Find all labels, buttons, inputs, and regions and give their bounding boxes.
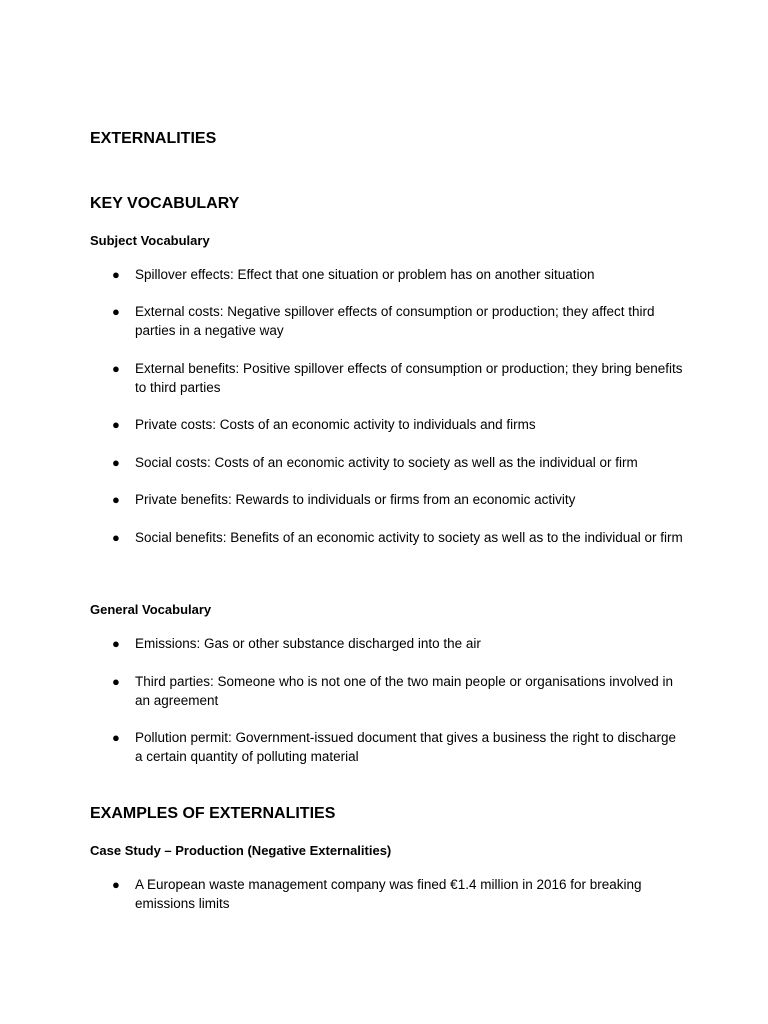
list-item-text: A European waste management company was fined €1.4 million in 2016 for breaking emissions limits: [135, 877, 642, 911]
list-item-text: Emissions: Gas or other substance discharged into the air: [135, 636, 481, 651]
list-item-text: Pollution permit: Government-issued document that gives a business the right to discharge a certain quantity of polluting material: [135, 730, 677, 764]
bullet-icon: ●: [112, 455, 120, 470]
bullet-icon: ●: [112, 267, 120, 282]
bullet-icon: ●: [112, 636, 120, 651]
section-heading-key-vocabulary: KEY VOCABULARY: [90, 195, 240, 212]
subheading-subject-vocabulary: Subject Vocabulary: [90, 233, 210, 248]
list-item-text: Third parties: Someone who is not one of the two main people or organisations involved in an agreement: [135, 674, 674, 708]
subheading-case-study: Case Study – Production (Negative Externalities): [90, 843, 392, 858]
bullet-icon: ●: [112, 492, 120, 507]
bullet-icon: ●: [112, 877, 120, 892]
list-item-text: Social costs: Costs of an economic activity to society as well as the individual or firm: [135, 455, 638, 470]
list-item-text: Spillover effects: Effect that one situation or problem has on another situation: [135, 267, 595, 282]
bullet-icon: ●: [112, 304, 120, 319]
list-item-text: External benefits: Positive spillover effects of consumption or production; they bring benefits to third parties: [135, 361, 683, 395]
list-item-text: External costs: Negative spillover effects of consumption or production; they affect third parties in a negative way: [135, 304, 655, 338]
bullet-icon: ●: [112, 417, 120, 432]
bullet-icon: ●: [112, 730, 120, 745]
bullet-icon: ●: [112, 361, 120, 376]
subheading-general-vocabulary: General Vocabulary: [90, 602, 212, 617]
bullet-icon: ●: [112, 674, 120, 689]
document-title: EXTERNALITIES: [90, 130, 217, 147]
list-item-text: Social benefits: Benefits of an economic activity to society as well as to the individual or firm: [135, 530, 683, 545]
list-item-text: Private costs: Costs of an economic activity to individuals and firms: [135, 417, 536, 432]
bullet-icon: ●: [112, 530, 120, 545]
section-heading-examples: EXAMPLES OF EXTERNALITIES: [90, 805, 336, 822]
list-item-text: Private benefits: Rewards to individuals or firms from an economic activity: [135, 492, 576, 507]
